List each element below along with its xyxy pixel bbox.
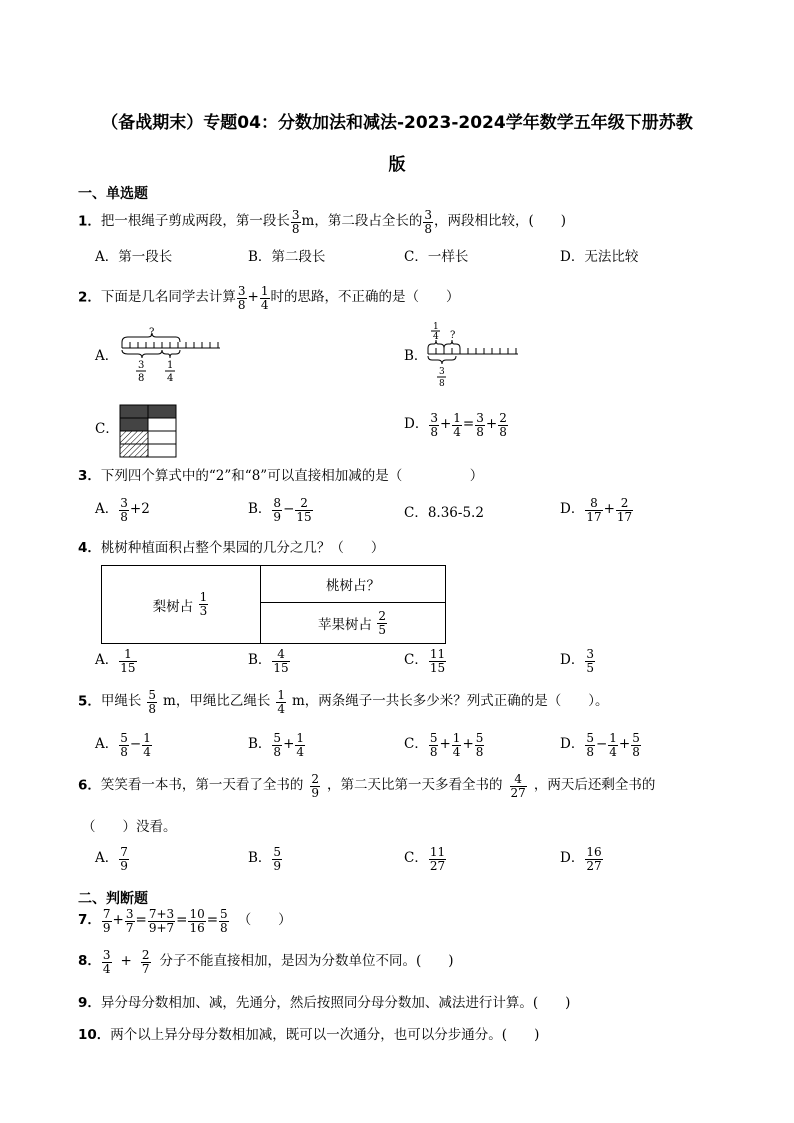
svg-text:1: 1 <box>433 322 439 332</box>
question-text: 把一根绳子剪成两段，第一段长 <box>100 213 290 230</box>
option-d[interactable]: D． $\frac{16}{27}$ <box>560 845 602 873</box>
option-a[interactable]: A． $\frac{1}{15}$ <box>95 647 136 675</box>
question-6-continued: （ ）没看。 <box>82 819 177 835</box>
question-number: 8． <box>78 953 101 970</box>
question-number: 10． <box>78 1027 111 1043</box>
question-number: 2． <box>78 289 101 306</box>
svg-text:8: 8 <box>439 379 445 389</box>
option-c[interactable]: C． <box>95 421 119 437</box>
question-1 <box>78 209 566 235</box>
question-text: m，甲绳比乙绳长 <box>163 693 271 710</box>
option-c[interactable]: C． $\frac{11}{27}$ <box>404 845 446 873</box>
svg-text:3: 3 <box>439 367 445 377</box>
question-9 <box>78 997 570 1011</box>
option-d[interactable]: D． $\frac{5}{8}$ − $\frac{1}{4}$ + $\frac{5}{8}$ <box>560 731 640 759</box>
question-text: ，第二天比第一天多看全书的 <box>327 777 503 794</box>
option-b[interactable]: B． $\frac{4}{15}$ <box>248 647 289 675</box>
fraction: $\frac{3}{8}$ <box>291 208 300 236</box>
option-c[interactable]: C．8.36-5.2 <box>404 505 484 521</box>
option-b[interactable]: B． $\frac{5}{9}$ <box>248 845 282 873</box>
question-text: 下面是几名同学去计算 <box>100 289 236 306</box>
option-d[interactable]: D．无法比较 <box>560 249 639 265</box>
section-heading-true-false: 二、判断题 <box>78 891 148 907</box>
option-c[interactable]: C．一样长 <box>404 249 469 265</box>
question-text: 笑笑看一本书，第一天看了全书的 <box>100 777 304 794</box>
peach-cell: 桃树占？ <box>261 566 446 603</box>
question-8: 8． $\frac{3}{4}$ + $\frac{2}{7}$ 分子不能直接相加，是因为分数单位不同。( ) <box>78 948 454 976</box>
option-a[interactable]: A．第一段长 <box>95 249 173 265</box>
question-2: 2．下面是几名同学去计算 $\frac{3}{8}$ + $\frac{1}{4}$ 时的思路，不正确的是（ ） <box>78 284 460 312</box>
question-text: 异分母分数相加、减，先通分，然后按照同分母分数加、减法进行计算。( ) <box>100 995 571 1011</box>
number-line-diagram-a <box>118 326 228 384</box>
pear-cell: 梨树占 $\frac{1}{3}$ <box>102 566 261 644</box>
question-text: ，两天后还剩全书的 <box>533 777 656 794</box>
option-b[interactable]: B． $\frac{8}{9}$ − $\frac{2}{15}$ <box>248 496 312 524</box>
question-text: m，第二段占全长的 <box>301 213 423 230</box>
section-heading-single-choice: 一、单选题 <box>78 186 148 202</box>
svg-text:1: 1 <box>167 360 174 371</box>
question-5: 5．甲绳长 $\frac{5}{8}$ m，甲绳比乙绳长 $\frac{1}{4}$ m，两条绳子一共长多少米？列式正确的是（ ）。 <box>78 688 609 716</box>
question-text: ，两段相比较，( ) <box>434 213 567 230</box>
question-mark: ? <box>450 330 456 341</box>
question-3 <box>78 470 483 484</box>
page-title: （备战期末）专题04：分数加法和减法-2023-2024学年数学五年级下册苏教 <box>101 113 693 133</box>
svg-text:4: 4 <box>433 332 439 342</box>
area-grid-diagram <box>119 404 177 460</box>
question-7: 7． $\frac{7}{9}$ + $\frac{3}{7}$ = $\frac{7+3}{9+7}$ = $\frac{10}{16}$ = $\frac{5}{8}$ （ ） <box>78 907 292 935</box>
question-number: 3． <box>78 468 101 484</box>
question-10 <box>78 1029 539 1043</box>
svg-text:8: 8 <box>138 373 145 384</box>
option-a[interactable]: A． $\frac{5}{8}$ − $\frac{1}{4}$ <box>95 731 151 759</box>
option-d[interactable]: D． $\frac{3}{5}$ <box>560 647 594 675</box>
option-c[interactable]: C． $\frac{5}{8}$ + $\frac{1}{4}$ + $\frac{5}{8}$ <box>404 731 484 759</box>
option-c[interactable]: C． $\frac{11}{15}$ <box>404 647 446 675</box>
question-text: m，两条绳子一共长多少米？列式正确的是（ ）。 <box>292 693 609 710</box>
fraction: $\frac{3}{8}$ <box>237 284 246 312</box>
option-b[interactable]: B． <box>404 348 428 364</box>
option-a[interactable]: A． $\frac{7}{9}$ <box>95 845 128 873</box>
option-b[interactable]: B．第二段长 <box>248 249 326 265</box>
option-d[interactable]: D． $\frac{3}{8}$ + $\frac{1}{4}$ = $\frac{3}{8}$ + $\frac{2}{8}$ <box>404 411 507 439</box>
option-a[interactable]: A． $\frac{3}{8}$ +2 <box>95 496 150 524</box>
option-b[interactable]: B． $\frac{5}{8}$ + $\frac{1}{4}$ <box>248 731 305 759</box>
fraction: $\frac{3}{8}$ <box>424 208 432 236</box>
question-text: 时的思路，不正确的是（ ） <box>270 289 460 306</box>
apple-cell: 苹果树占 $\frac{2}{5}$ <box>261 603 446 644</box>
svg-text:3: 3 <box>138 360 145 371</box>
fraction: $\frac{1}{4}$ <box>260 284 269 312</box>
question-text: 桃树种植面积占整个果园的几分之几？（ ） <box>100 540 385 556</box>
svg-text:4: 4 <box>167 373 174 384</box>
question-text: 分子不能直接相加，是因为分数单位不同。( ) <box>159 953 454 970</box>
question-number: 5． <box>78 693 101 710</box>
question-mark: ? <box>149 327 155 338</box>
question-number: 7． <box>78 912 101 929</box>
option-a[interactable]: A． <box>95 348 119 364</box>
question-number: 1． <box>78 213 101 230</box>
question-text: 甲绳长 <box>100 693 142 710</box>
orchard-area-table <box>101 565 446 644</box>
page-title-continued: 版 <box>388 155 406 175</box>
question-number: 9． <box>78 995 101 1011</box>
option-d[interactable]: D． $\frac{8}{17}$ + $\frac{2}{17}$ <box>560 496 633 524</box>
question-text: 两个以上异分母分数相加减，既可以一次通分，也可以分步通分。( ) <box>110 1027 540 1043</box>
question-4 <box>78 542 384 556</box>
number-line-diagram-b <box>424 322 524 390</box>
question-number: 4． <box>78 540 101 556</box>
question-number: 6． <box>78 777 101 794</box>
question-6: 6．笑笑看一本书，第一天看了全书的 $\frac{2}{9}$ ，第二天比第一天多看全书的 $\frac{4}{27}$ ，两天后还剩全书的 <box>78 772 656 800</box>
question-text: 下列四个算式中的“2”和“8”可以直接相加减的是（ ） <box>100 468 484 484</box>
